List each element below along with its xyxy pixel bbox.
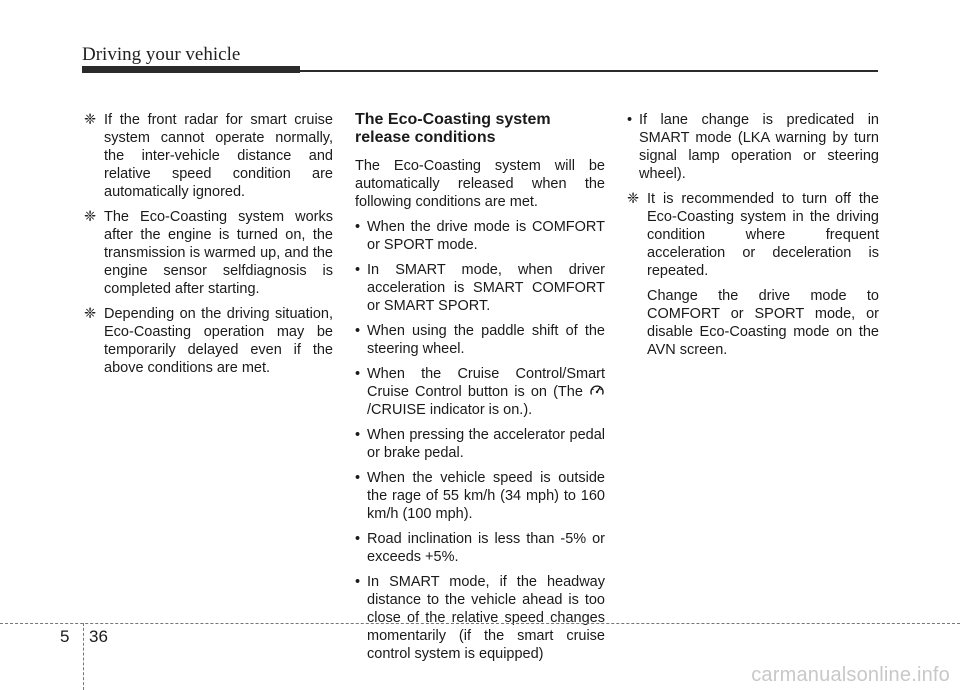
note-continuation: Change the drive mode to COMFORT or SPORT mode, or disable Eco-Coasting mode on the AVN screen. [647,288,879,358]
list-item [355,426,605,462]
note-radar [84,111,333,201]
list-item-text: When the vehicle speed is outside the rage of 55 km/h (34 mph) to 160 km/h (100 mph). [367,470,605,522]
note-mark-icon: ❈ [84,209,97,225]
column-left [84,111,333,384]
bullet-dot: • [355,470,361,486]
list-item [355,469,605,523]
list-item [355,218,605,254]
section-heading: The Eco-Coasting system release conditions [355,111,551,146]
list-item-text: In SMART mode, if the headway distance to the vehicle ahead is too close of the relative speed changes momentarily (if the smart cruise control system is equipped) [367,574,605,662]
cruise-indicator-icon [589,383,605,399]
note-delay [84,305,333,377]
column-middle [355,111,605,670]
list-item [355,261,605,315]
bullet-dot: • [355,366,361,382]
list-item-text: When the drive mode is COMFORT or SPORT mode. [367,219,605,253]
list-item-text: /CRUISE indicator is on.). [367,402,533,418]
bullet-dot: • [627,112,633,128]
list-item-text: When the Cruise Control/Smart Cruise Control button is on (The [367,366,605,400]
header-rule-thin [300,70,878,72]
note-engine-warmup [84,208,333,298]
list-item [355,530,605,566]
list-item [355,322,605,358]
section-intro: The Eco-Coasting system will be automatically released when the following conditions are met. [355,158,605,210]
note-mark-icon: ❈ [84,112,97,128]
list-item-cruise [355,365,605,419]
chapter-number: 5 [60,627,70,646]
page-header-title: Driving your vehicle [82,44,241,65]
note-mark-icon: ❈ [84,306,97,322]
list-item [627,111,879,183]
footer-rule [0,623,960,624]
note-text: It is recommended to turn off the Eco-Coasting system in the driving condition where frequent acceleration or deceleration is repeated. [647,191,879,279]
list-item-text: When using the paddle shift of the steering wheel. [367,323,605,357]
list-item-text: In SMART mode, when driver acceleration is SMART COMFORT or SMART SPORT. [367,262,605,314]
footer-divider [83,623,84,690]
bullet-dot: • [355,323,361,339]
bullet-dot: • [355,427,361,443]
bullet-dot: • [355,574,361,590]
column-right [627,111,879,366]
note-text: If the front radar for smart cruise system cannot operate normally, the inter-vehicle distance and relative speed condition are automatically ignored. [104,112,333,200]
page-number: 36 [89,627,108,646]
note-recommendation [627,190,879,280]
bullet-dot: • [355,262,361,278]
note-text: The Eco-Coasting system works after the engine is turned on, the transmission is warmed up, and the engine sensor selfdiagnosis is completed after starting. [104,209,333,297]
bullet-dot: • [355,219,361,235]
note-mark-icon: ❈ [627,191,640,207]
list-item-text: Road inclination is less than -5% or exceeds +5%. [367,531,605,565]
watermark: carmanualsonline.info [751,664,950,686]
list-item-text: If lane change is predicated in SMART mode (LKA warning by turn signal lamp operation or steering wheel). [639,112,879,182]
note-text: Depending on the driving situation, Eco-Coasting operation may be temporarily delayed even if the above conditions are met. [104,306,333,376]
list-item-text: When pressing the accelerator pedal or brake pedal. [367,427,605,461]
header-rule-thick [82,66,300,73]
list-item [355,573,605,663]
bullet-dot: • [355,531,361,547]
